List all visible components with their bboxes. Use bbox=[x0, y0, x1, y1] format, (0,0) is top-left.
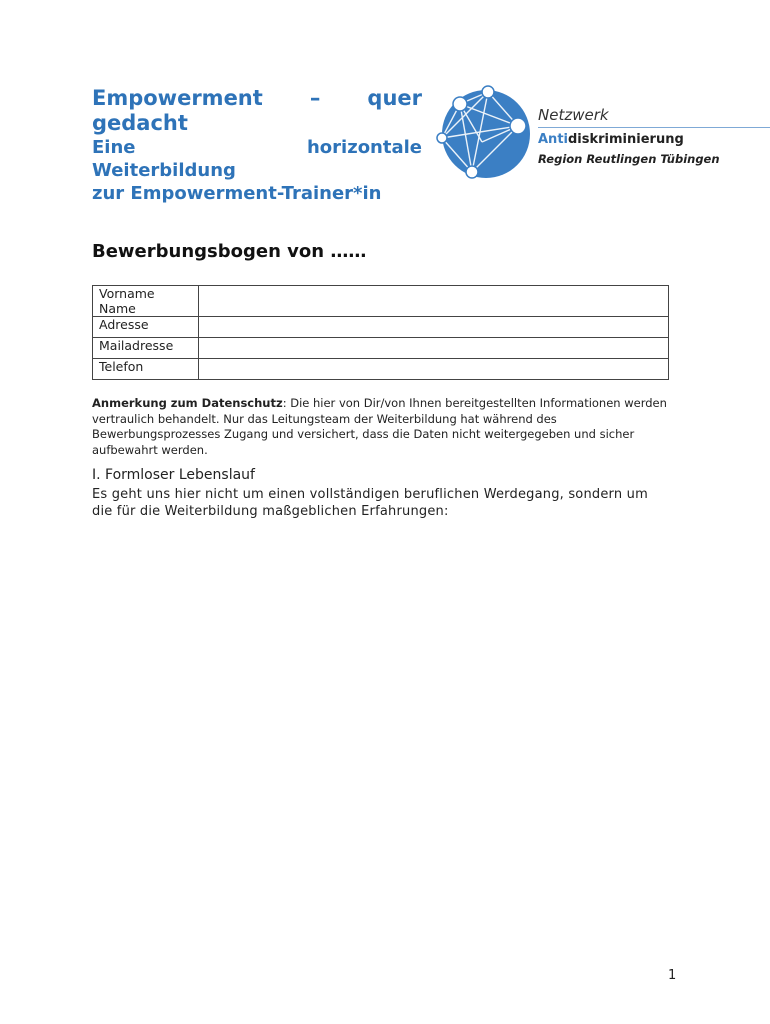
logo-antidiskriminierung bbox=[538, 132, 684, 148]
logo-anti-part: Anti bbox=[538, 132, 568, 147]
logo-divider bbox=[538, 127, 770, 128]
logo-diskriminierung-part: diskriminierung bbox=[568, 132, 684, 147]
network-logo bbox=[432, 82, 770, 182]
title-word-empowerment: Empowerment bbox=[92, 86, 263, 110]
title-line-3 bbox=[92, 136, 422, 159]
title-dash: – bbox=[309, 86, 321, 110]
label-vorname-name bbox=[93, 286, 199, 317]
privacy-note-text: : Die hier von Dir/von Ihnen bereitgestellten Informationen werden vertraulich behandelt. Nur das Leitungsteam der Weiterbildung hat während des Bewerbungsprozesses Zugang und versichert, dass die Daten nicht weitergegeben und sicher aufbewahrt werden. bbox=[92, 396, 667, 457]
table-row bbox=[93, 317, 669, 338]
label-mailadresse: Mailadresse bbox=[93, 338, 199, 359]
label-name: Name bbox=[99, 301, 136, 316]
subtitle-word-horizontale: horizontale bbox=[306, 137, 422, 158]
title-line-5 bbox=[92, 182, 422, 205]
label-telefon: Telefon bbox=[93, 359, 199, 380]
privacy-note bbox=[92, 396, 682, 458]
email-field[interactable] bbox=[199, 338, 669, 359]
title-word-quer: quer bbox=[367, 86, 422, 110]
document-title bbox=[92, 86, 422, 205]
logo-netzwerk: Netzwerk bbox=[538, 106, 609, 124]
title-line-4 bbox=[92, 159, 422, 182]
table-row bbox=[93, 359, 669, 380]
label-vorname: Vorname bbox=[99, 286, 155, 301]
label-adresse: Adresse bbox=[93, 317, 199, 338]
subtitle-word-eine: Eine bbox=[92, 137, 136, 158]
privacy-note-label: Anmerkung zum Datenschutz bbox=[92, 396, 283, 410]
name-field[interactable] bbox=[199, 286, 669, 317]
table-row bbox=[93, 286, 669, 317]
logo-region: Region Reutlingen Tübingen bbox=[538, 152, 720, 166]
section-title: I. Formloser Lebenslauf bbox=[92, 467, 255, 483]
section-body: Es geht uns hier nicht um einen vollständigen beruflichen Werdegang, sondern um die für die Weiterbildung maßgeblichen Erfahrungen: bbox=[92, 487, 648, 519]
title-word-gedacht: gedacht bbox=[92, 111, 188, 135]
form-heading: Bewerbungsbogen von …… bbox=[92, 241, 367, 262]
network-globe-icon bbox=[432, 82, 536, 182]
table-row bbox=[93, 338, 669, 359]
applicant-table bbox=[92, 285, 669, 380]
phone-field[interactable] bbox=[199, 359, 669, 380]
subtitle-word-weiterbildung: Weiterbildung bbox=[92, 160, 236, 181]
address-field[interactable] bbox=[199, 317, 669, 338]
page-number: 1 bbox=[668, 968, 677, 983]
subtitle-trainer: zur Empowerment-Trainer*in bbox=[92, 183, 382, 204]
title-line-2 bbox=[92, 111, 422, 136]
title-line-1 bbox=[92, 86, 422, 111]
